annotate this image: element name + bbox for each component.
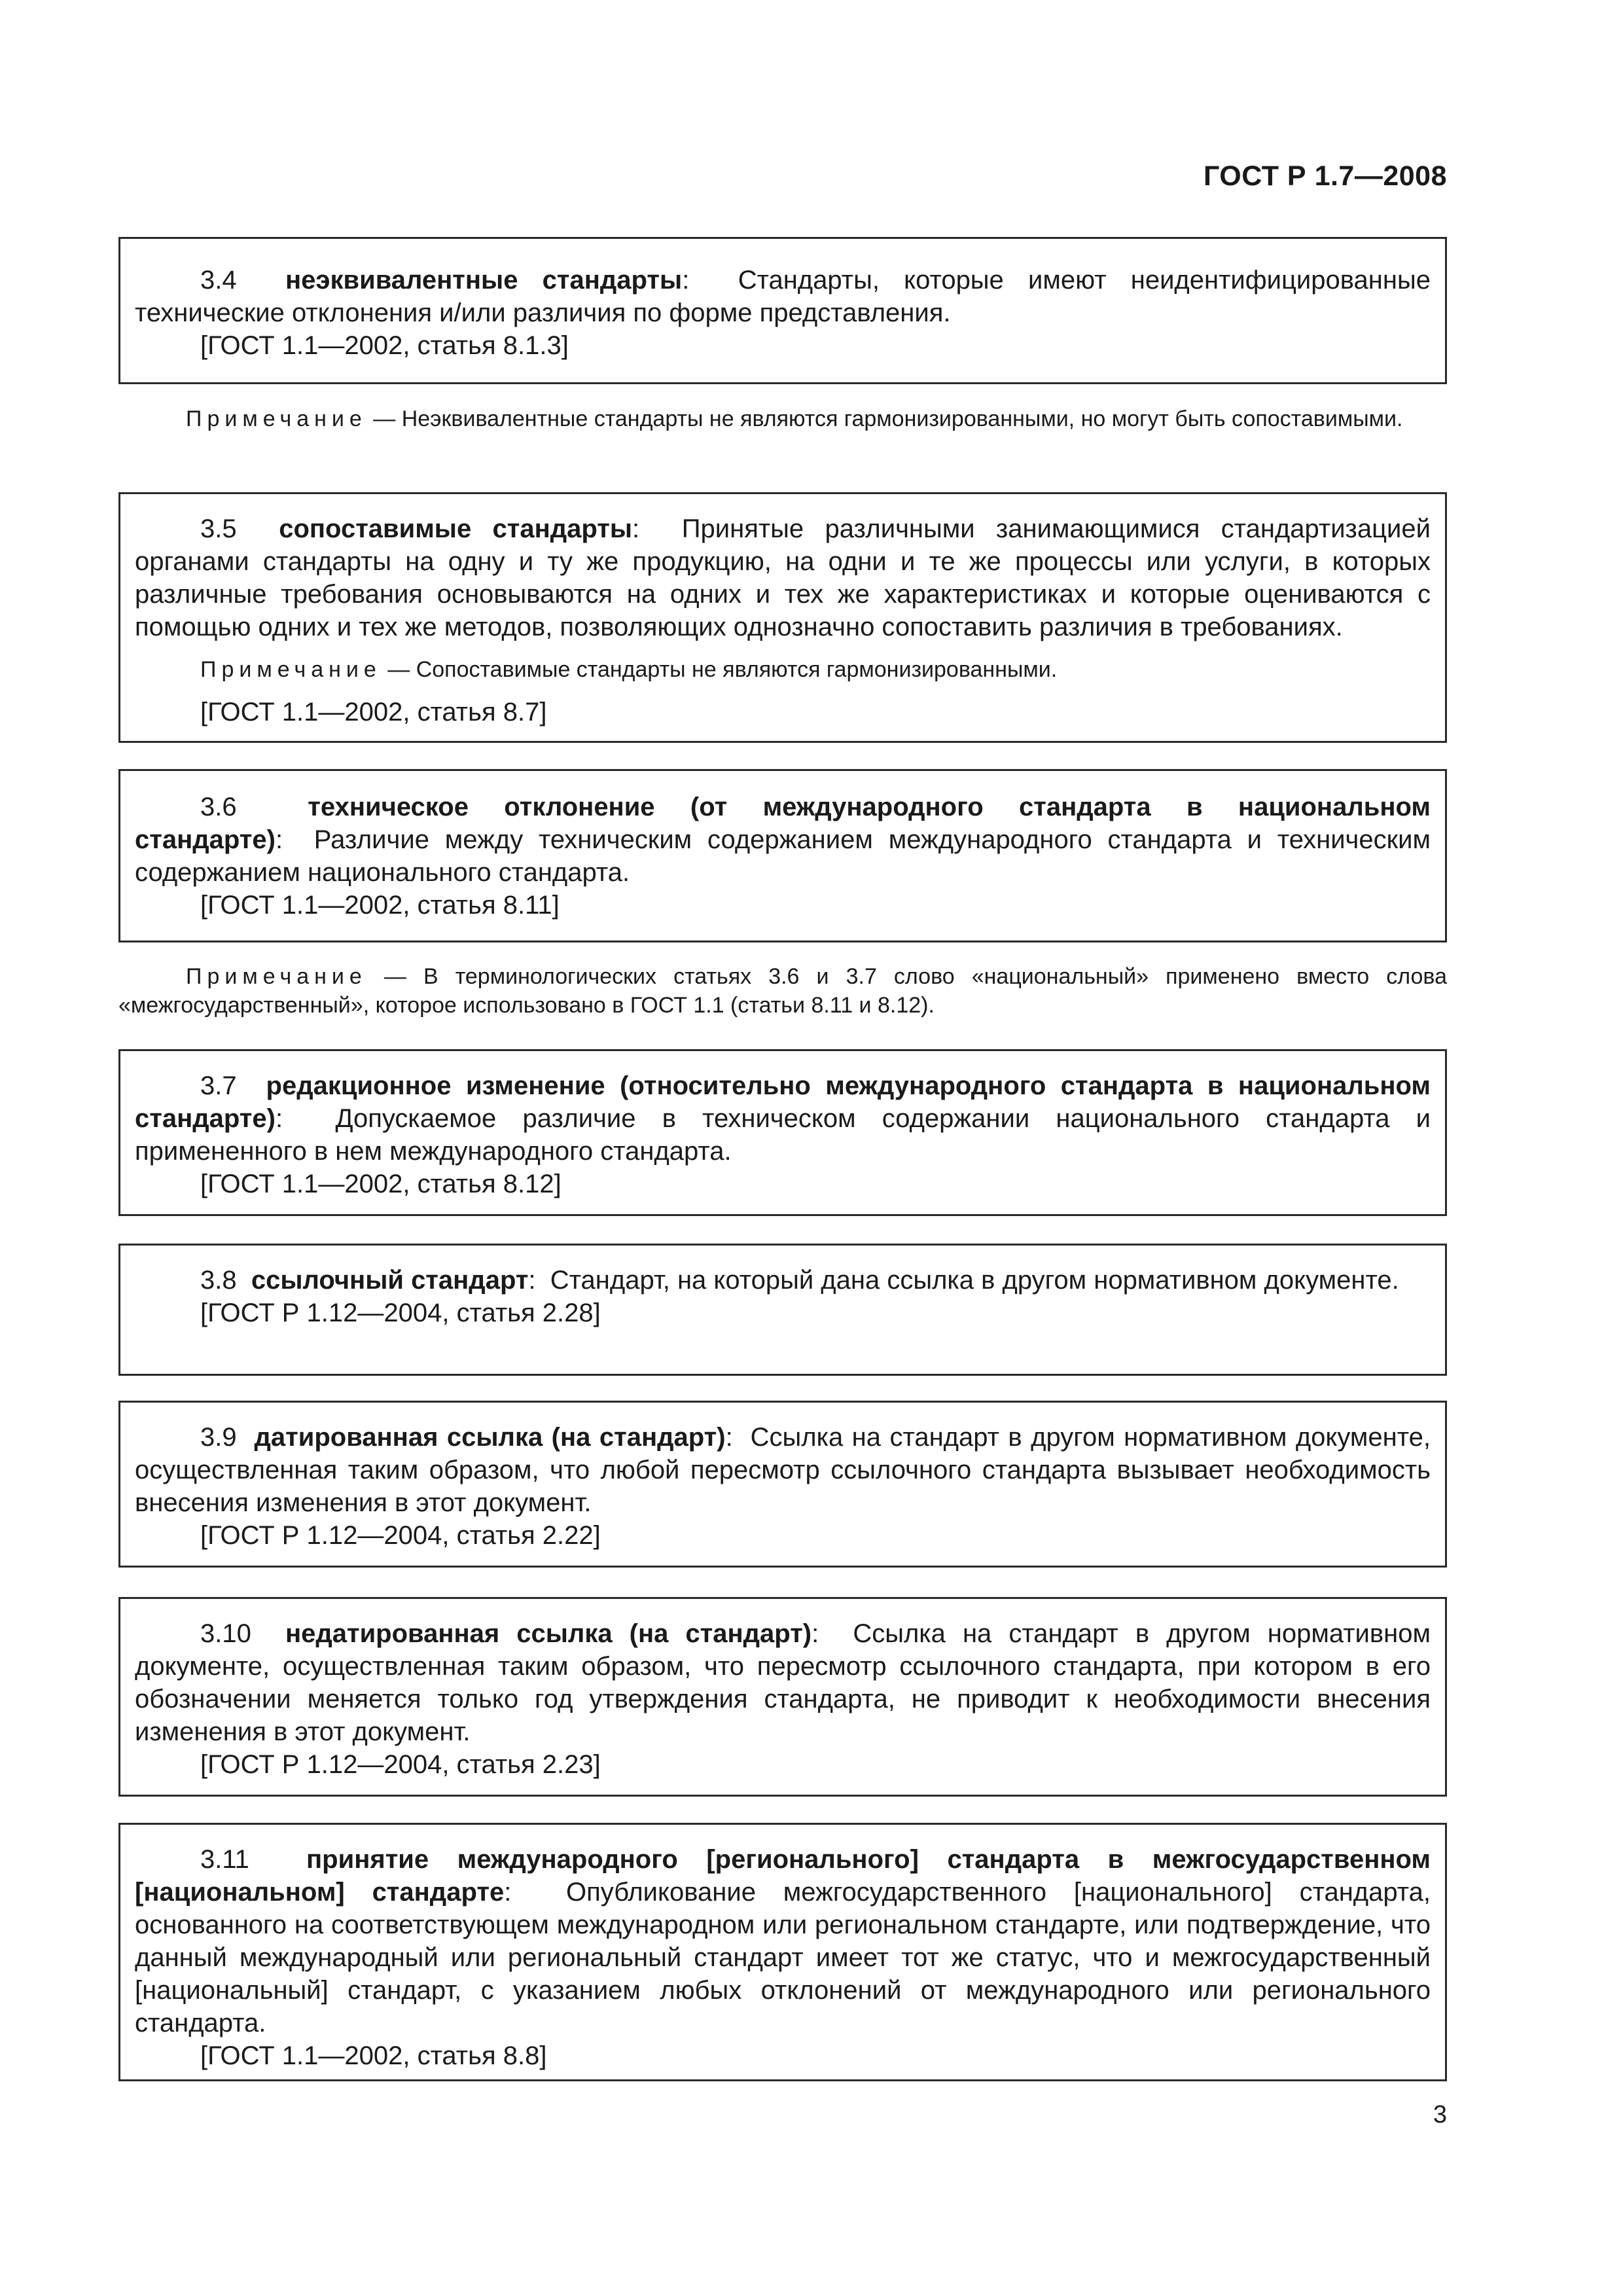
term-entry-3-4	[118, 237, 1447, 384]
term-number: 3.4	[200, 266, 237, 295]
definition-text: Ссылка на стандарт в другом нормативном документе, осуществленная таким образом, что пересмотр ссылочного стандарта, при котором в его обозначении меняется только год утверждения стандарта, не приводит к необходимости внесения изменения в этот документ.	[135, 1619, 1431, 1746]
page-number: 3	[1433, 2101, 1447, 2128]
note-text: — В терминологических статьях 3.6 и 3.7 слово «национальный» применено вместо слова «межгосударственный», которое использовано в ГОСТ 1.1 (статьи 8.11 и 8.12).	[118, 964, 1448, 1018]
term-number: 3.10	[200, 1619, 251, 1648]
term-entry-3-11	[118, 1823, 1447, 2081]
term-separator: :	[682, 266, 690, 295]
term-definition	[135, 791, 1431, 889]
term-entry-3-10	[118, 1597, 1447, 1797]
term-separator: :	[504, 1878, 512, 1907]
term-entry-3-7	[118, 1049, 1447, 1216]
term-separator: :	[528, 1266, 536, 1295]
term-name: неэквивалентные стандарты	[285, 266, 683, 295]
source-reference: [ГОСТ Р 1.12—2004, статья 2.23]	[200, 1750, 601, 1779]
term-number: 3.8	[200, 1266, 237, 1295]
note-text: — Сопоставимые стандарты не являются гармонизированными.	[387, 657, 1058, 682]
term-separator: :	[275, 825, 283, 854]
term-definition	[135, 264, 1431, 329]
definition-text: Различие между техническим содержанием международного стандарта и техническим содержанием национального стандарта.	[135, 825, 1431, 887]
term-definition	[135, 1069, 1431, 1168]
definition-text: Допускаемое различие в техническом содержании национального стандарта и примененного в нем международного стандарта.	[135, 1104, 1431, 1166]
term-definition	[135, 1617, 1431, 1748]
source-reference: [ГОСТ 1.1—2002, статья 8.7]	[200, 698, 547, 726]
source-reference: [ГОСТ 1.1—2002, статья 8.11]	[200, 891, 560, 920]
term-number: 3.5	[200, 514, 237, 543]
document-designation: ГОСТ Р 1.7—2008	[1203, 160, 1447, 192]
term-definition	[135, 1843, 1431, 2039]
term-name: сопоставимые стандарты	[279, 514, 633, 543]
term-separator: :	[812, 1619, 819, 1648]
term-name: датированная ссылка (на стандарт)	[254, 1423, 726, 1452]
term-separator: :	[275, 1104, 283, 1133]
source-reference: [ГОСТ Р 1.12—2004, статья 2.28]	[200, 1299, 601, 1327]
term-definition	[135, 1421, 1431, 1519]
term-definition	[135, 1264, 1431, 1297]
term-number: 3.11	[200, 1845, 249, 1874]
definition-text: Ссылка на стандарт в другом нормативном документе, осуществленная таким образом, что любой пересмотр ссылочного стандарта вызывает необходимость внесения изменения в этот документ.	[135, 1423, 1431, 1517]
note-text: — Неэквивалентные стандарты не являются гармонизированными, но могут быть сопоставимыми.	[373, 406, 1403, 431]
note-3-4	[118, 404, 1447, 433]
source-reference: [ГОСТ 1.1—2002, статья 8.8]	[200, 2041, 547, 2070]
term-entry-3-6	[118, 769, 1447, 942]
inline-note	[135, 655, 1431, 684]
note-3-6-3-7	[118, 962, 1447, 1020]
term-separator: :	[632, 514, 640, 543]
term-definition	[135, 512, 1431, 643]
note-label: Примечание	[200, 657, 382, 682]
term-name: недатированная ссылка (на стандарт)	[285, 1619, 812, 1648]
source-reference: [ГОСТ 1.1—2002, статья 8.12]	[200, 1170, 562, 1198]
source-reference: [ГОСТ Р 1.12—2004, статья 2.22]	[200, 1521, 601, 1550]
note-label: Примечание	[186, 406, 367, 431]
source-reference: [ГОСТ 1.1—2002, статья 8.1.3]	[200, 331, 569, 360]
term-number: 3.7	[200, 1071, 237, 1100]
term-name: техническое отклонение (от международного стандарта в национальном стандарте)	[135, 793, 1431, 854]
note-label: Примечание	[186, 964, 367, 989]
definition-text: Опубликование межгосударственного [национального] стандарта, основанного на соответствующем международном или региональном стандарте, или подтверждение, что данный международный или региональный стандарт имеет тот же статус, что и межгосударственный [национальный] стандарт, с указанием любых отклонений от международного или регионального стандарта.	[135, 1878, 1431, 2037]
definition-text: Принятые различными занимающимися стандартизацией органами стандарты на одну и ту же продукцию, на одни и те же процессы или услуги, в которых различные требования основываются на одних и тех же характеристиках и которые оцениваются с помощью одних и тех же методов, позволяющих однозначно сопоставить различия в требованиях.	[135, 514, 1431, 641]
term-name: редакционное изменение (относительно международного стандарта в национальном стандарте)	[135, 1071, 1431, 1133]
term-name: принятие международного [регионального] стандарта в межгосударственном [национальном] стандарте	[135, 1845, 1431, 1907]
definition-text: Стандарты, которые имеют неидентифицированные технические отклонения и/или различия по форме представления.	[135, 266, 1431, 327]
term-entry-3-5	[118, 492, 1447, 743]
term-separator: :	[725, 1423, 733, 1452]
term-entry-3-9	[118, 1401, 1447, 1568]
term-number: 3.9	[200, 1423, 237, 1452]
definition-text: Стандарт, на который дана ссылка в другом нормативном документе.	[550, 1266, 1399, 1295]
term-number: 3.6	[200, 793, 237, 821]
term-name: ссылочный стандарт	[251, 1266, 529, 1295]
term-entry-3-8	[118, 1244, 1447, 1376]
